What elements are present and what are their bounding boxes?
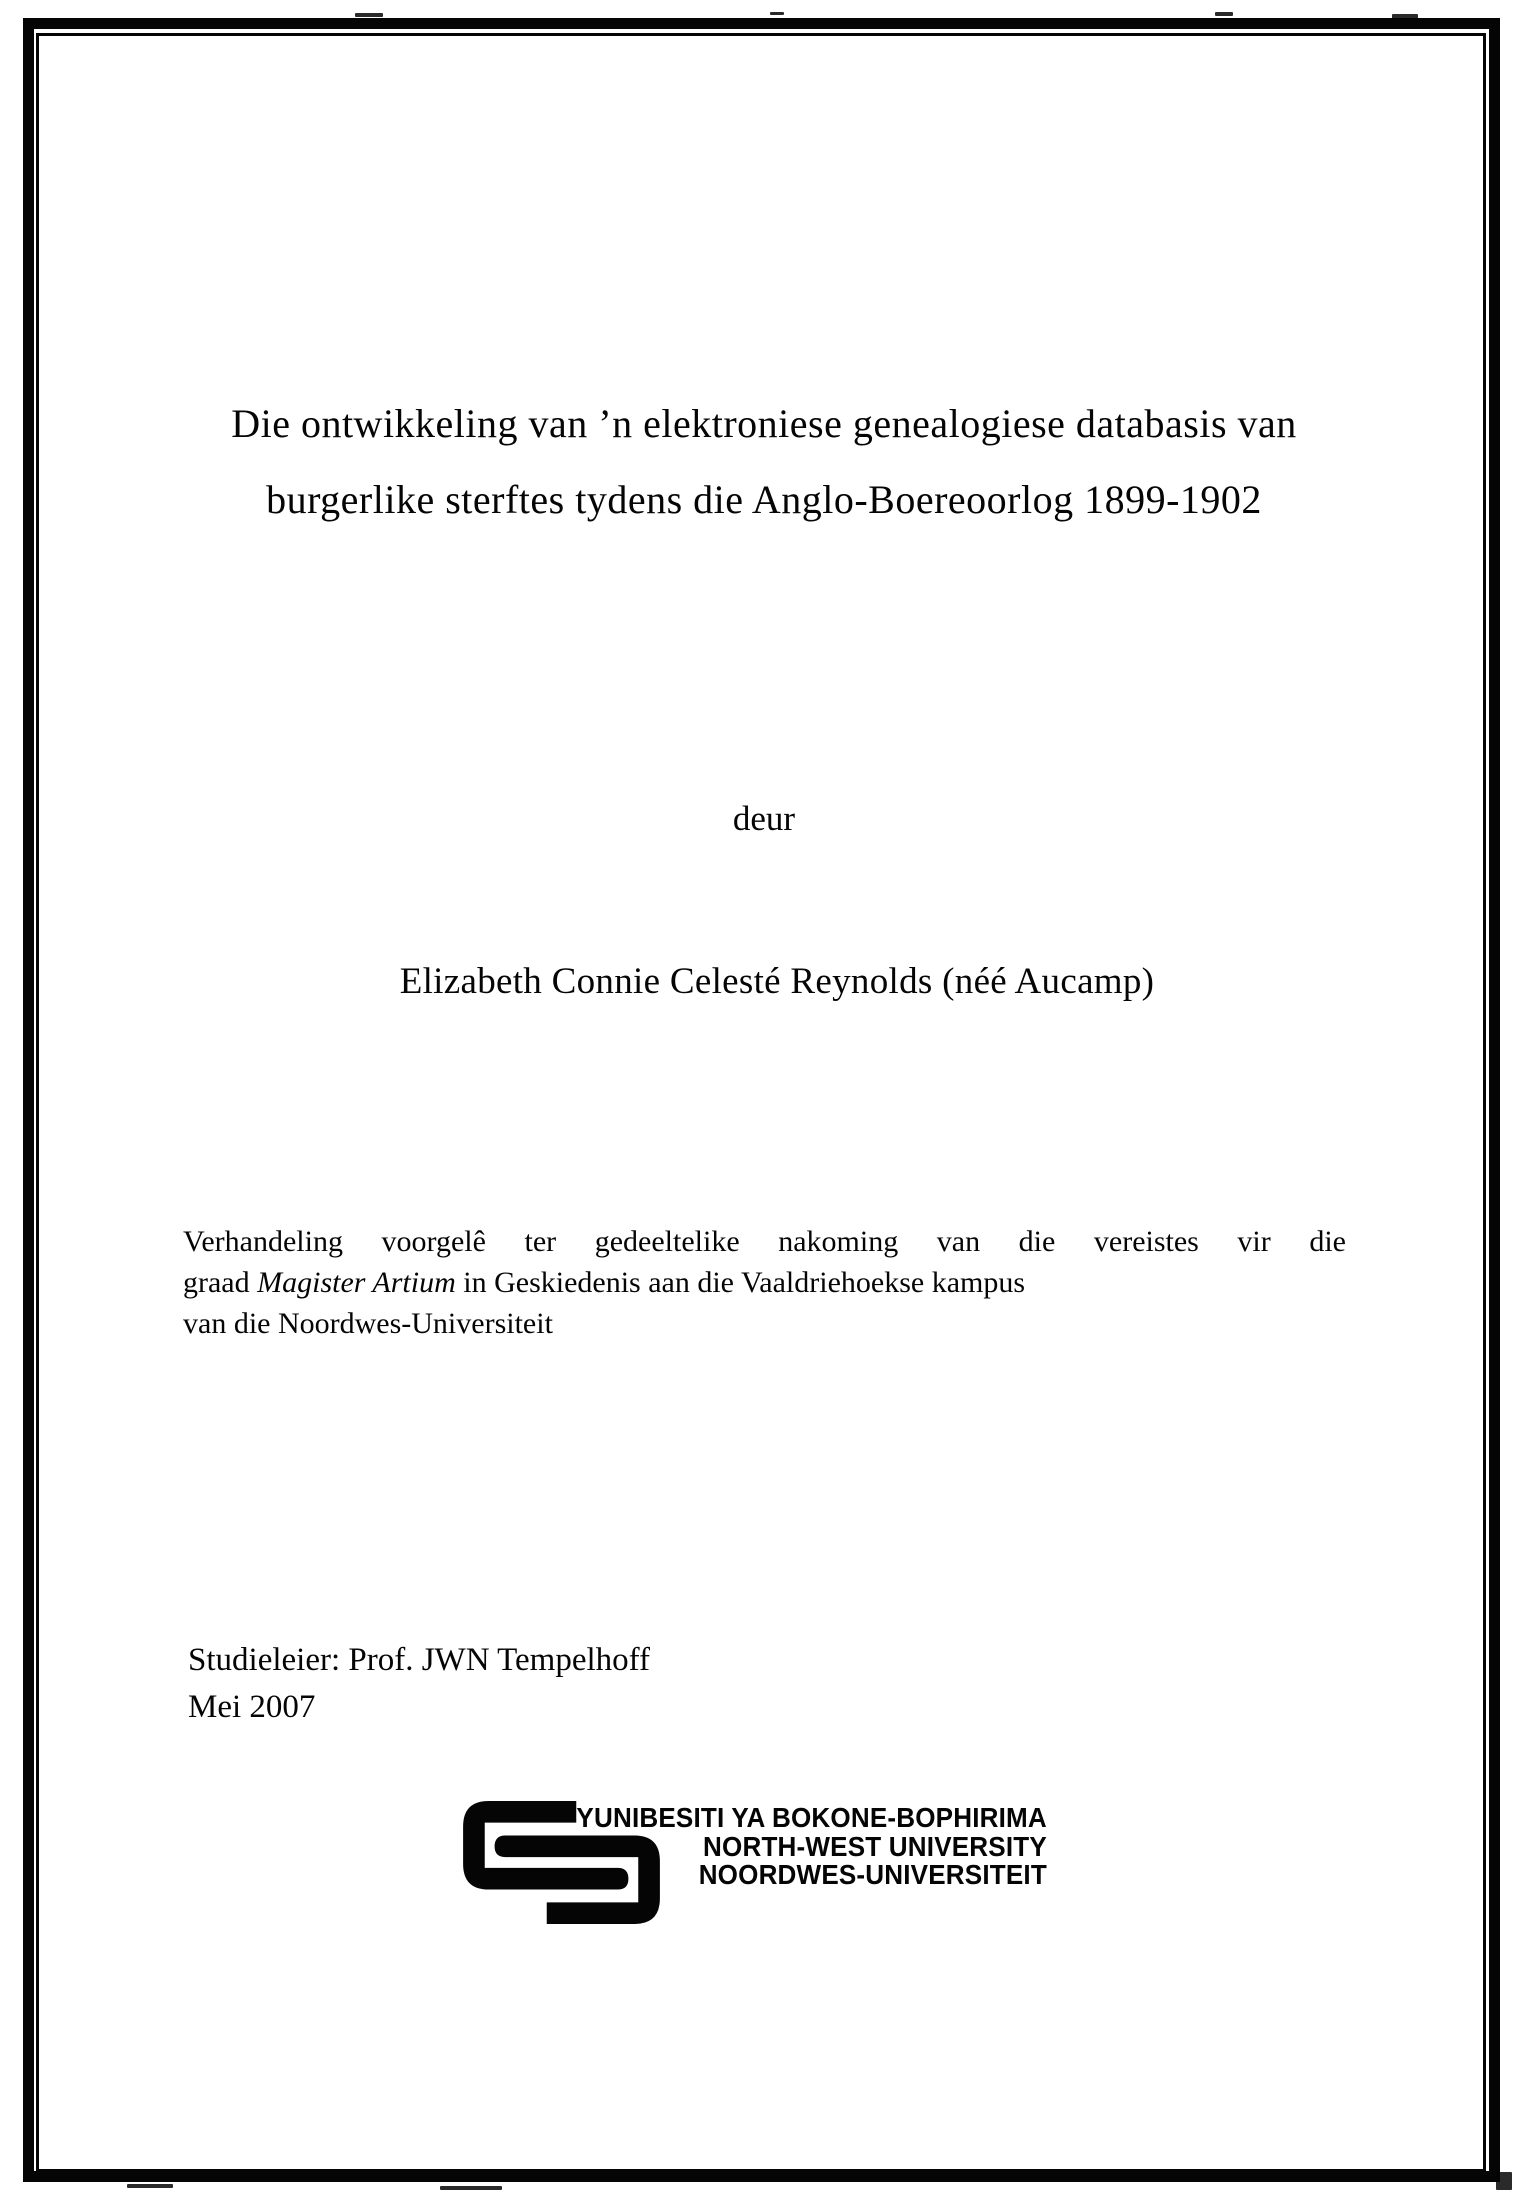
thesis-title-line2: burgerlike sterftes tydens die Anglo-Boereoorlog 1899-1902 [266,477,1262,522]
logo-line-english: NORTH-WEST UNIVERSITY [703,1830,1047,1862]
degree-statement-line1: Verhandeling voorgelê ter gedeeltelike nakoming van die vereistes vir die [183,1225,1346,1258]
scan-artifact [127,2184,173,2188]
degree-statement-line3: van die Noordwes-Universiteit [183,1307,553,1340]
byline: deur [732,799,796,838]
logo-line-setswana: YUNIBESITI YA BOKONE-BOPHIRIMA [576,1802,1047,1833]
scan-artifact [355,13,383,17]
scan-artifact [1392,14,1418,19]
scan-artifact [770,12,784,15]
date-line: Mei 2007 [188,1689,316,1725]
degree-statement-line2 [183,1262,1346,1303]
author-name: Elizabeth Connie Celesté Reynolds (néé Aucamp) [399,961,1155,1002]
degree-statement [183,1221,1346,1344]
thesis-title [154,386,1374,538]
scan-artifact [440,2186,502,2190]
degree-statement-line2-post: in Geskiedenis aan die Vaaldriehoekse kampus [455,1266,1026,1299]
university-logo-text [576,1804,1047,1890]
thesis-title-line1: Die ontwikkeling van ’n elektroniese genealogiese databasis van [231,401,1297,446]
degree-statement-line2-pre: graad [183,1266,258,1299]
logo-line-afrikaans: NOORDWES-UNIVERSITEIT [698,1859,1047,1890]
degree-name-italic: Magister Artium [257,1266,456,1299]
scan-artifact [1496,2172,1512,2190]
scan-artifact [1215,12,1233,16]
supervisor-line: Studieleier: Prof. JWN Tempelhoff [188,1642,651,1678]
